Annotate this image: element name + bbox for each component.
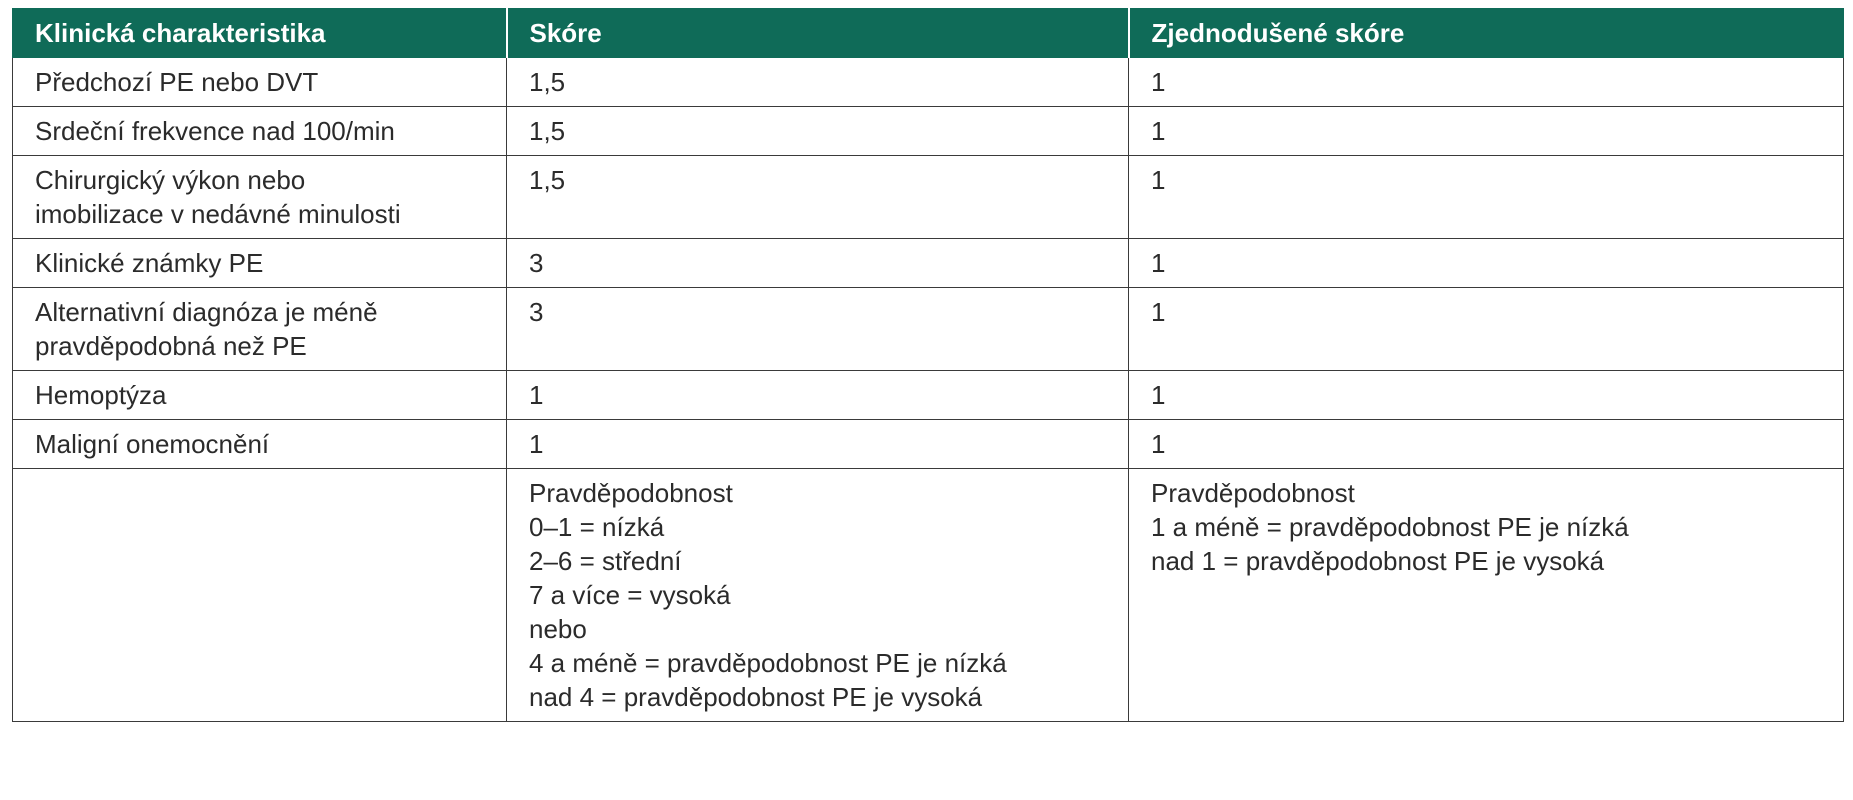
score-interpretation-line: 0–1 = nízká — [529, 512, 665, 542]
simplified-score-cell: 1 — [1129, 239, 1844, 288]
simplified-interpretation-line: 1 a méně = pravděpodobnost PE je nízká — [1151, 512, 1629, 542]
characteristic-cell: Předchozí PE nebo DVT — [13, 58, 507, 107]
summary-row — [13, 469, 1844, 722]
score-cell: 1,5 — [507, 58, 1129, 107]
simplified-score-cell: 1 — [1129, 288, 1844, 371]
characteristic-cell: Alternativní diagnóza je méně pravděpodobná než PE — [13, 288, 507, 371]
score-interpretation-line: 4 a méně = pravděpodobnost PE je nízká — [529, 648, 1007, 678]
score-interpretation-line: nad 4 = pravděpodobnost PE je vysoká — [529, 682, 983, 712]
score-interpretation-cell — [507, 469, 1129, 722]
header-score: Skóre — [507, 9, 1129, 58]
score-interpretation-line: 2–6 = střední — [529, 546, 682, 576]
simplified-interpretation-line: nad 1 = pravděpodobnost PE je vysoká — [1151, 546, 1605, 576]
score-interpretation-line: 7 a více = vysoká — [529, 580, 731, 610]
summary-characteristic-cell — [13, 469, 507, 722]
score-cell: 1 — [507, 371, 1129, 420]
simplified-score-cell: 1 — [1129, 420, 1844, 469]
score-interpretation-line: nebo — [529, 614, 587, 644]
simplified-score-cell: 1 — [1129, 156, 1844, 239]
simplified-score-cell: 1 — [1129, 371, 1844, 420]
header-simplified-score: Zjednodušené skóre — [1129, 9, 1844, 58]
score-cell: 1,5 — [507, 107, 1129, 156]
score-cell: 1 — [507, 420, 1129, 469]
simplified-interpretation-cell — [1129, 469, 1844, 722]
score-cell: 1,5 — [507, 156, 1129, 239]
table-row — [13, 58, 1844, 107]
simplified-interpretation-line: Pravděpodobnost — [1151, 478, 1355, 508]
header-clinical-characteristic: Klinická charakteristika — [13, 9, 507, 58]
table-row — [13, 420, 1844, 469]
score-interpretation-line: Pravděpodobnost — [529, 478, 733, 508]
score-cell: 3 — [507, 288, 1129, 371]
score-cell: 3 — [507, 239, 1129, 288]
simplified-score-cell: 1 — [1129, 107, 1844, 156]
table-row — [13, 371, 1844, 420]
characteristic-cell: Chirurgický výkon nebo imobilizace v nedávné minulosti — [13, 156, 507, 239]
characteristic-cell: Hemoptýza — [13, 371, 507, 420]
table-row — [13, 288, 1844, 371]
score-table — [12, 8, 1844, 722]
characteristic-cell: Maligní onemocnění — [13, 420, 507, 469]
simplified-score-cell: 1 — [1129, 58, 1844, 107]
table-header-row — [13, 9, 1844, 58]
table-row — [13, 107, 1844, 156]
characteristic-cell: Srdeční frekvence nad 100/min — [13, 107, 507, 156]
table-row — [13, 239, 1844, 288]
table-row — [13, 156, 1844, 239]
characteristic-cell: Klinické známky PE — [13, 239, 507, 288]
score-table-container — [12, 8, 1843, 722]
